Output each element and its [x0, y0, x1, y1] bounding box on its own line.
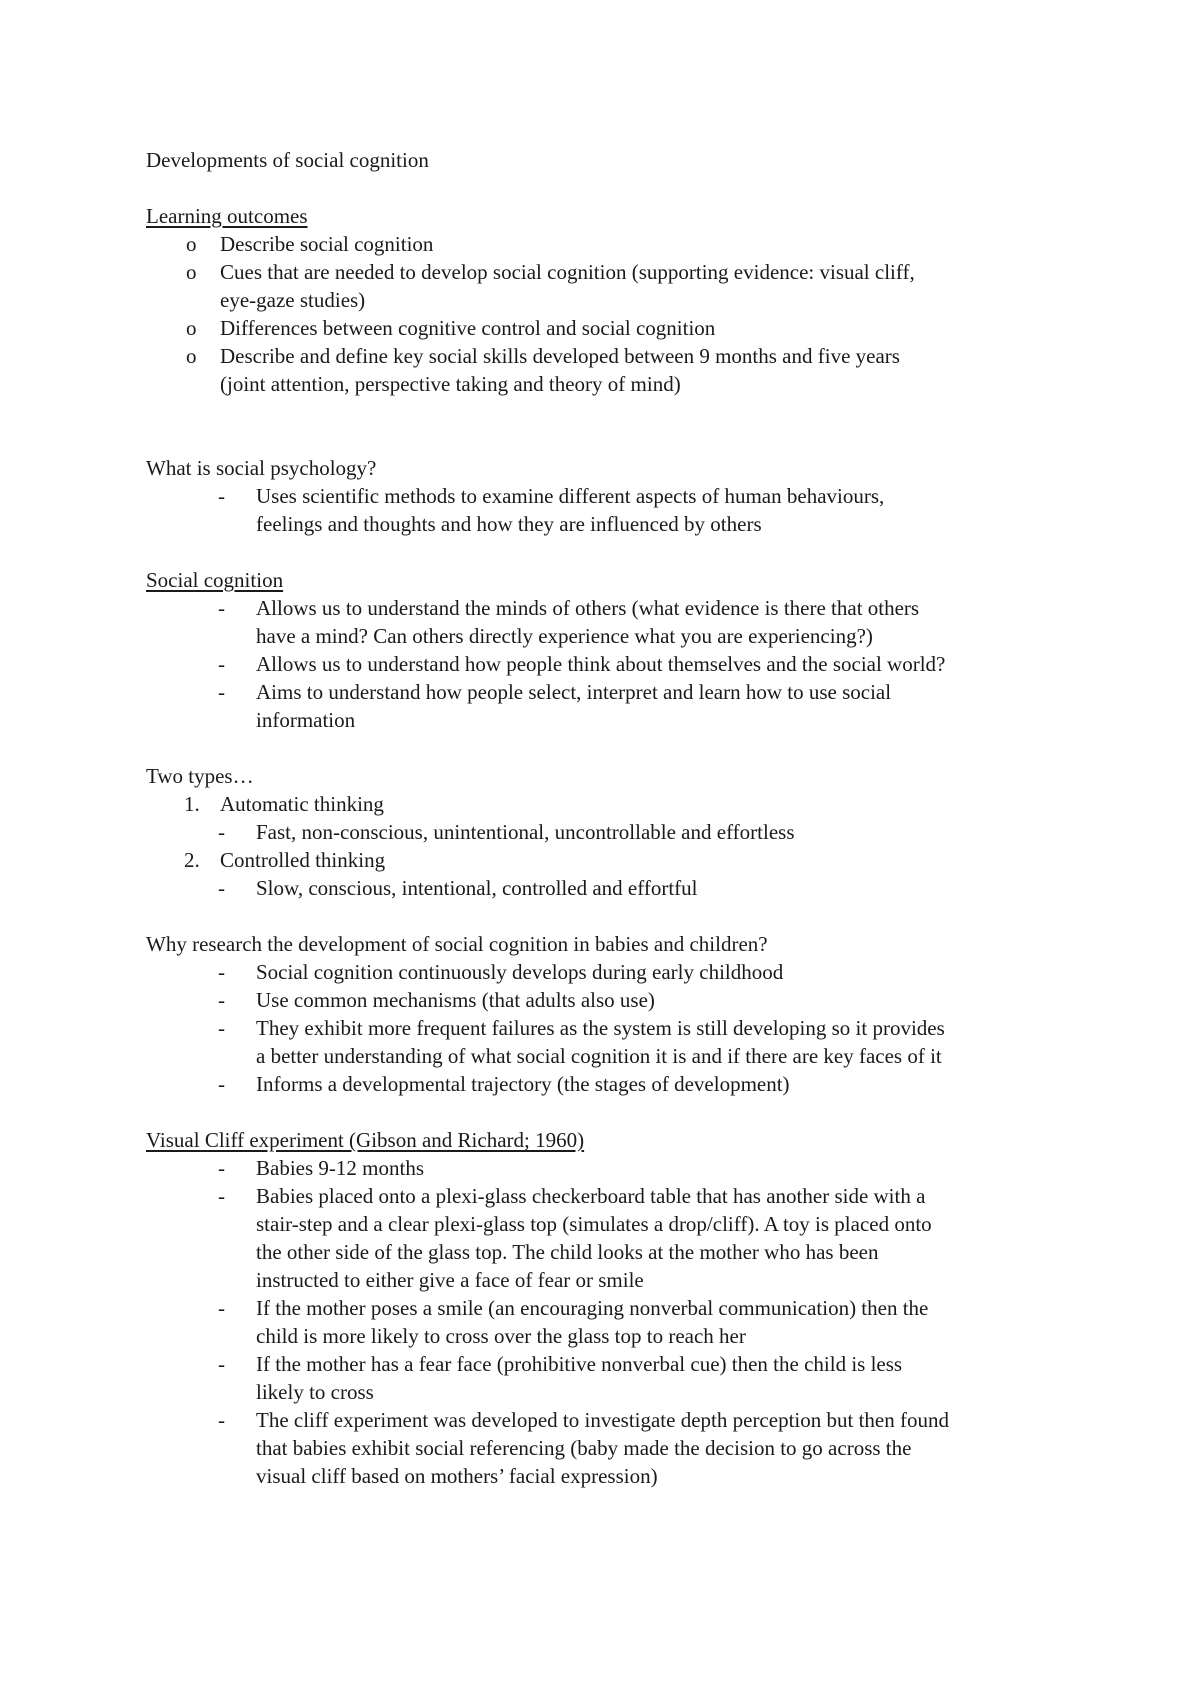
list-item-text: Slow, conscious, intentional, controlled and effortful	[256, 876, 698, 900]
list-item	[146, 986, 1076, 1014]
list-item-text: Aims to understand how people select, interpret and learn how to use social	[256, 680, 892, 704]
list-item-text: Babies 9-12 months	[256, 1156, 424, 1180]
list-marker: o	[186, 344, 197, 368]
list-item	[146, 650, 1076, 678]
list-item-text: Allows us to understand the minds of others (what evidence is there that others	[256, 596, 920, 620]
list-marker: -	[218, 652, 225, 676]
list-item-text: a better understanding of what social cognition it is and if there are key faces of it	[256, 1044, 942, 1068]
list-item-text: feelings and thoughts and how they are influenced by others	[256, 512, 762, 536]
list-item-text: (joint attention, perspective taking and theory of mind)	[220, 372, 681, 396]
list-marker: -	[218, 1016, 225, 1040]
list-marker: -	[218, 820, 225, 844]
list-item-text: Use common mechanisms (that adults also use)	[256, 988, 655, 1012]
list-item	[146, 314, 1076, 342]
list-item	[146, 1014, 1076, 1070]
social-cognition-heading: Social cognition	[146, 568, 284, 592]
list-item-text: Differences between cognitive control and social cognition	[220, 316, 716, 340]
list-item-text: visual cliff based on mothers’ facial expression)	[256, 1464, 658, 1488]
list-item-text: stair-step and a clear plexi-glass top (simulates a drop/cliff). A toy is placed onto	[256, 1212, 932, 1236]
item-number: 2.	[184, 848, 200, 872]
list-item	[146, 1350, 1076, 1406]
two-types-heading: Two types…	[146, 764, 254, 788]
learning-outcomes-list	[146, 230, 1076, 398]
list-marker: -	[218, 1408, 225, 1432]
document-title: Developments of social cognition	[146, 148, 429, 172]
list-item-text: have a mind? Can others directly experience what you are experiencing?)	[256, 624, 873, 648]
list-marker: -	[218, 1352, 225, 1376]
numbered-item	[146, 846, 1076, 874]
list-item	[146, 874, 1076, 902]
list-marker: -	[218, 1156, 225, 1180]
list-item-text: Babies placed onto a plexi-glass checkerboard table that has another side with a	[256, 1184, 926, 1208]
list-item	[146, 958, 1076, 986]
list-marker: -	[218, 1296, 225, 1320]
learning-outcomes-heading: Learning outcomes	[146, 204, 308, 228]
document-page	[146, 146, 1076, 1490]
list-item	[146, 1182, 1076, 1294]
numbered-item	[146, 790, 1076, 818]
list-item	[146, 258, 1076, 314]
list-item-text: Describe and define key social skills developed between 9 months and five years	[220, 344, 900, 368]
list-marker: -	[218, 680, 225, 704]
list-item-text: The cliff experiment was developed to investigate depth perception but then found	[256, 1408, 949, 1432]
item-number: 1.	[184, 792, 200, 816]
list-item	[146, 678, 1076, 734]
why-research-heading: Why research the development of social cognition in babies and children?	[146, 932, 768, 956]
list-marker: -	[218, 960, 225, 984]
list-marker: o	[186, 260, 197, 284]
numbered-item-label: Controlled thinking	[220, 848, 386, 872]
list-marker: -	[218, 484, 225, 508]
list-item	[146, 818, 1076, 846]
list-item-text: instructed to either give a face of fear or smile	[256, 1268, 644, 1292]
numbered-item-label: Automatic thinking	[220, 792, 384, 816]
list-item-text: eye-gaze studies)	[220, 288, 366, 312]
list-item-text: that babies exhibit social referencing (baby made the decision to go across the	[256, 1436, 912, 1460]
social-psychology-heading: What is social psychology?	[146, 456, 377, 480]
list-item-text: They exhibit more frequent failures as the system is still developing so it provides	[256, 1016, 945, 1040]
list-item-text: If the mother poses a smile (an encouraging nonverbal communication) then the	[256, 1296, 929, 1320]
list-item-text: If the mother has a fear face (prohibitive nonverbal cue) then the child is less	[256, 1352, 903, 1376]
list-item	[146, 482, 1076, 538]
list-marker: -	[218, 596, 225, 620]
list-item-text: Describe social cognition	[220, 232, 434, 256]
list-item	[146, 1070, 1076, 1098]
list-item-text: likely to cross	[256, 1380, 374, 1404]
list-marker: -	[218, 988, 225, 1012]
list-marker: -	[218, 1184, 225, 1208]
list-item	[146, 1406, 1076, 1490]
list-item-text: Allows us to understand how people think about themselves and the social world?	[256, 652, 946, 676]
list-item-text: information	[256, 708, 356, 732]
list-item-text: the other side of the glass top. The child looks at the mother who has been	[256, 1240, 879, 1264]
list-item	[146, 1294, 1076, 1350]
list-item-text: Fast, non-conscious, unintentional, uncontrollable and effortless	[256, 820, 795, 844]
list-item-text: Informs a developmental trajectory (the stages of development)	[256, 1072, 790, 1096]
list-item-text: Cues that are needed to develop social cognition (supporting evidence: visual cliff,	[220, 260, 915, 284]
list-item	[146, 230, 1076, 258]
list-item	[146, 1154, 1076, 1182]
list-marker: o	[186, 232, 197, 256]
list-marker: -	[218, 1072, 225, 1096]
list-marker: -	[218, 876, 225, 900]
list-item-text: child is more likely to cross over the glass top to reach her	[256, 1324, 746, 1348]
visual-cliff-heading: Visual Cliff experiment (Gibson and Richard; 1960)	[146, 1128, 585, 1152]
list-item	[146, 342, 1076, 398]
list-item	[146, 594, 1076, 650]
list-item-text: Uses scientific methods to examine different aspects of human behaviours,	[256, 484, 885, 508]
list-item-text: Social cognition continuously develops during early childhood	[256, 960, 784, 984]
list-marker: o	[186, 316, 197, 340]
